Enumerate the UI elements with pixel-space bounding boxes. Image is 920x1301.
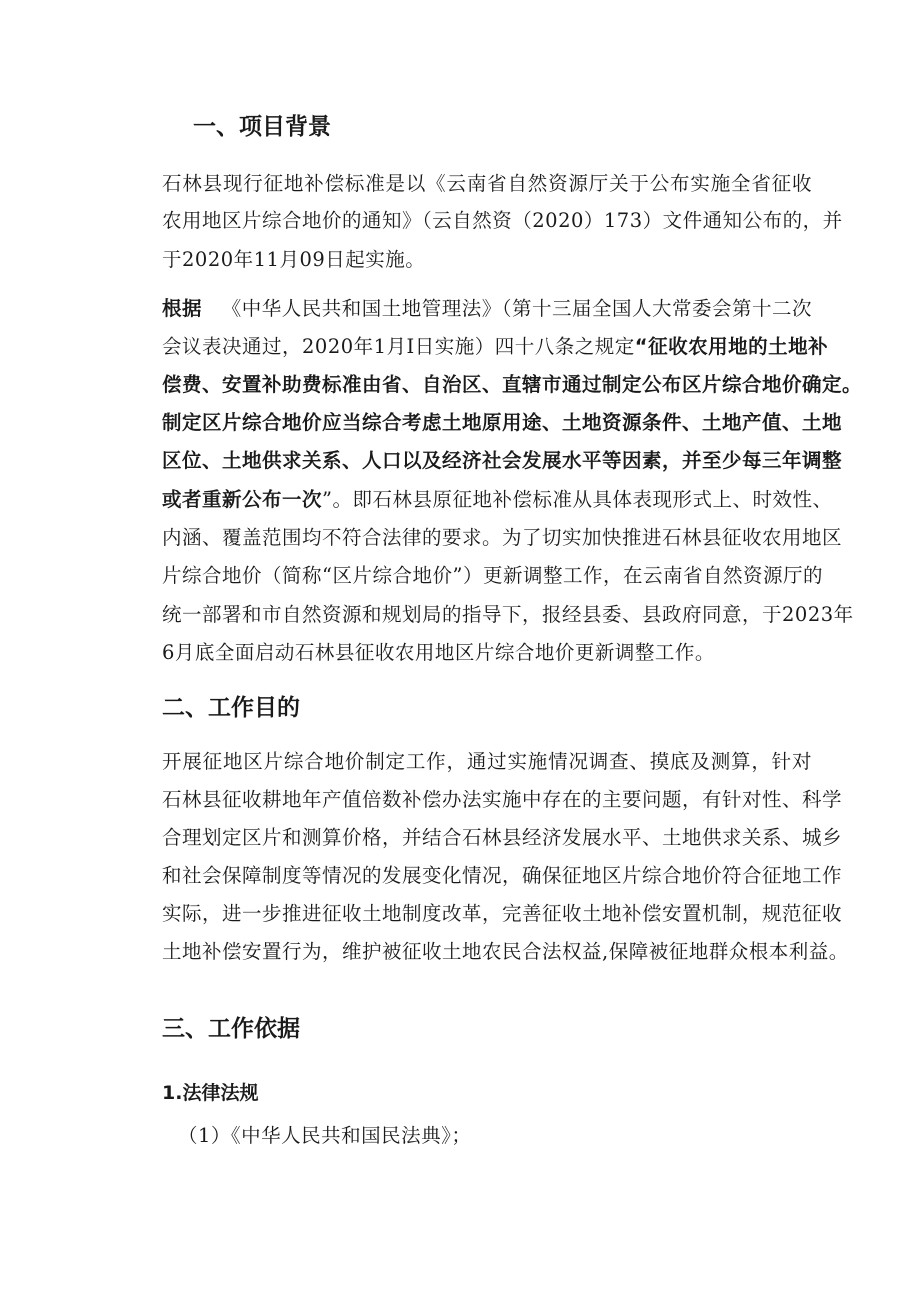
text: 石林县现行征地补偿标准是以《云南省自然资源厅关于公布实施全省征收: [162, 172, 812, 195]
paragraph-line: [162, 331, 829, 359]
text: 统一部署和市自然资源和规划局的指导下，报经县委、县政府同意，于2023年: [162, 603, 854, 626]
text: 片综合地价（简称“区片综合地价”）更新调整工作，在云南省自然资源厅的: [162, 564, 823, 587]
paragraph-line: [162, 445, 843, 473]
text: 合理划定区片和测算价格，并结合石林县经济发展水平、土地供求关系、城乡: [162, 826, 843, 849]
paragraph-line: [162, 484, 833, 512]
paragraph-line: [162, 784, 843, 812]
subsection-heading: 1.法律法规: [162, 1082, 259, 1104]
paragraph-line: [162, 293, 812, 321]
paragraph-line: [162, 746, 812, 774]
text: 石林县征收耕地年产值倍数补偿办法实施中存在的主要问题，有针对性、科学: [162, 788, 843, 811]
paragraph-line: [162, 205, 843, 233]
paragraph-line: [162, 560, 823, 588]
text: 农用地区片综合地价的通知》（云自然资（2020）173）文件通知公布的，并: [162, 209, 843, 232]
bold-text: 区位、土地供求关系、人口以及经济社会发展水平等因素，并至少每三年调整: [162, 449, 843, 472]
paragraph-line: [162, 936, 849, 964]
paragraph-line: [162, 822, 843, 850]
bold-text: 根据: [162, 297, 203, 320]
paragraph-line: 于2020年11月09日起实施。: [162, 248, 426, 271]
bold-text: “征收农用地的土地补: [634, 335, 829, 358]
bold-text: 制定区片综合地价应当综合考虑土地原用途、土地资源条件、土地产值、土地: [162, 411, 843, 434]
bold-text: 或者重新公布一次: [162, 488, 323, 511]
section-heading-basis: 三、工作依据: [162, 1016, 300, 1042]
paragraph-line: 6月底全面启动石林县征收农用地区片综合地价更新调整工作。: [162, 641, 715, 664]
text: 实际，进一步推进征收土地制度改革，完善征收土地补偿安置机制，规范征收: [162, 902, 843, 925]
paragraph-line: [162, 860, 843, 888]
text: 会议表决通过，2020年1月Ⅰ日实施）四十八条之规定: [162, 335, 635, 358]
paragraph-line: [162, 599, 854, 627]
paragraph-line: [162, 407, 843, 435]
text: 和社会保障制度等情况的发展变化情况，确保征地区片综合地价符合征地工作: [162, 864, 843, 887]
paragraph-line: [162, 369, 863, 397]
section-heading-background: 一、项目背景: [193, 114, 331, 140]
paragraph-line: [162, 522, 843, 550]
text: ”。即石林县原征地补偿标准从具体表现形式上、时效性、: [322, 488, 833, 511]
text: 开展征地区片综合地价制定工作，通过实施情况调查、摸底及测算，针对: [162, 750, 812, 773]
section-heading-purpose: 二、工作目的: [162, 695, 300, 721]
text: 《中华人民共和国土地管理法》（第十三届全国人大常委会第十二次: [221, 297, 812, 320]
paragraph-line: [162, 168, 812, 196]
list-item: （1）《中华人民共和国民法典》；: [178, 1124, 472, 1147]
text: 内涵、覆盖范围均不符合法律的要求。为了切实加快推进石林县征收农用地区: [162, 526, 843, 549]
paragraph-line: [162, 898, 843, 926]
text: 土地补偿安置行为，维护被征收土地农民合法权益,保障被征地群众根本利益。: [162, 940, 849, 963]
bold-text: 偿费、安置补助费标准由省、自治区、直辖市通过制定公布区片综合地价确定。: [162, 373, 863, 396]
